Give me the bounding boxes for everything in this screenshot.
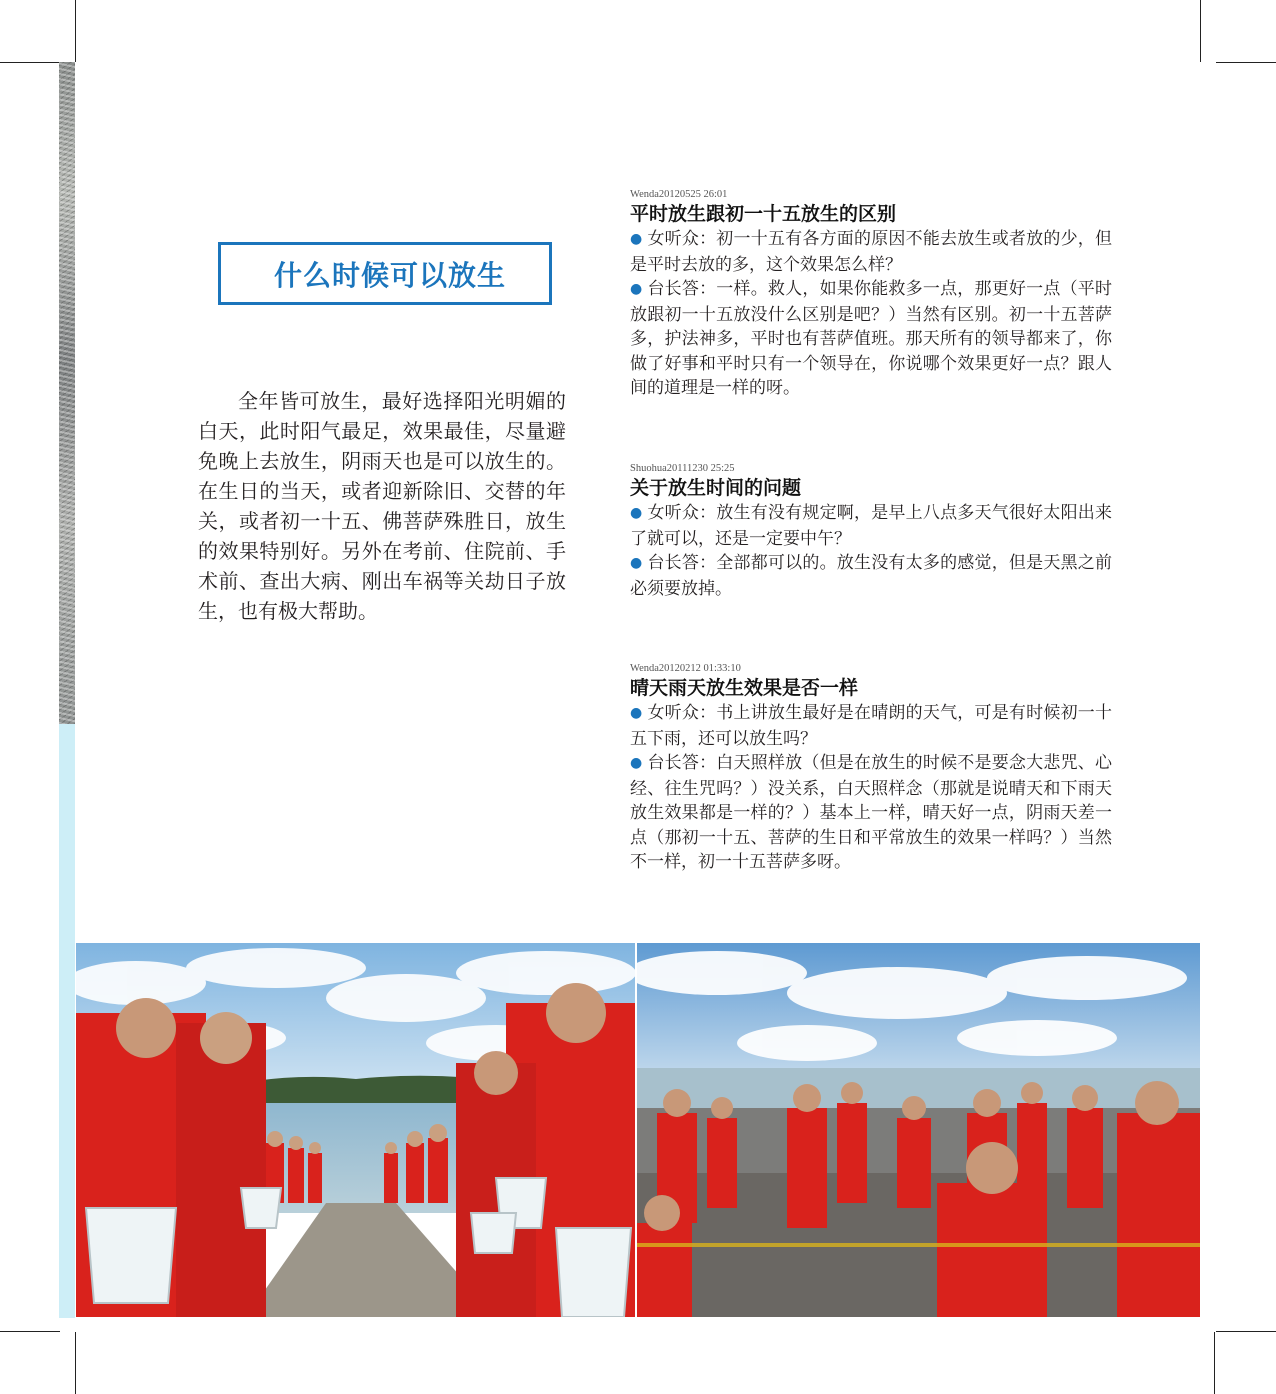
section-heading: 晴天雨天放生效果是否一样 xyxy=(630,677,859,699)
crop-mark xyxy=(1214,1332,1215,1394)
crop-mark xyxy=(1200,0,1201,62)
section-heading: 关于放生时间的问题 xyxy=(630,477,802,499)
qa-text: 女听众：书上讲放生最好是在晴朗的天气，可是有时候初一十五下雨，还可以放生吗？ xyxy=(630,703,1113,749)
qa-item xyxy=(630,701,1112,751)
bullet-icon: ● xyxy=(630,281,643,297)
qa-text: 女听众：初一十五有各方面的原因不能去放生或者放的少，但是平时去放的多，这个效果怎么样？ xyxy=(630,229,1113,275)
qa-section-1 xyxy=(630,188,1112,401)
bullet-icon: ● xyxy=(630,755,643,771)
intro-paragraph: 全年皆可放生，最好选择阳光明媚的白天，此时阳气最足，效果最佳，尽量避免晚上去放生，阴雨天也是可以放生的。在生日的当天，或者迎新除旧、交替的年关，或者初一十五、佛菩萨殊胜日，放生的效果特别好。另外在考前、住院前、手术前、查出大病、刚出车祸等关劫日子放生，也有极大帮助。 xyxy=(198,389,566,623)
photo-release-beach xyxy=(637,943,1200,1317)
qa-text: 台长答：一样。救人，如果你能救多一点，那更好一点（平时放跟初一十五放没什么区别是吧？）当然有区别。初一十五菩萨多，护法神多，平时也有菩萨值班。那天所有的领导都来了，你做了好事和平时只有一个领导在，你说哪个效果更好一点？跟人间的道理是一样的呀。 xyxy=(630,279,1113,398)
qa-section-2 xyxy=(630,462,1112,601)
crop-mark xyxy=(1216,62,1276,63)
bullet-icon: ● xyxy=(630,505,643,521)
qa-text: 女听众：放生有没有规定啊，是早上八点多天气很好太阳出来了就可以，还是一定要中午？ xyxy=(630,503,1113,549)
side-texture-strip xyxy=(59,62,75,724)
section-source: Shuohua20111230 25:25 xyxy=(630,463,735,474)
qa-item xyxy=(630,501,1112,551)
qa-text: 台长答：全部都可以的。放生没有太多的感觉，但是天黑之前必须要放掉。 xyxy=(630,553,1113,599)
crop-mark xyxy=(0,1331,60,1332)
crop-mark xyxy=(75,1332,76,1394)
qa-item xyxy=(630,277,1112,401)
qa-item xyxy=(630,751,1112,875)
crop-mark xyxy=(75,0,76,62)
qa-item xyxy=(630,227,1112,277)
section-source: Wenda20120212 01:33:10 xyxy=(630,663,741,674)
qa-item xyxy=(630,551,1112,601)
bullet-icon: ● xyxy=(630,705,643,721)
page-title: 什么时候可以放生 xyxy=(273,258,506,292)
photo-release-shore xyxy=(76,943,635,1317)
qa-section-3 xyxy=(630,662,1112,875)
crop-mark xyxy=(0,62,60,63)
section-heading: 平时放生跟初一十五放生的区别 xyxy=(630,203,897,225)
page-title-box xyxy=(218,242,552,305)
section-source: Wenda20120525 26:01 xyxy=(630,189,728,200)
bullet-icon: ● xyxy=(630,231,643,247)
qa-text: 台长答：白天照样放（但是在放生的时候不是要念大悲咒、心经、往生咒吗？）没关系，白天照样念（那就是说晴天和下雨天放生效果都是一样的？）基本上一样，晴天好一点，阴雨天差一点（那初一十五、菩萨的生日和平常放生的效果一样吗？）当然不一样，初一十五菩萨多呀。 xyxy=(630,753,1113,872)
crop-mark xyxy=(1216,1331,1276,1332)
bullet-icon: ● xyxy=(630,555,643,571)
side-color-strip xyxy=(59,724,75,1318)
